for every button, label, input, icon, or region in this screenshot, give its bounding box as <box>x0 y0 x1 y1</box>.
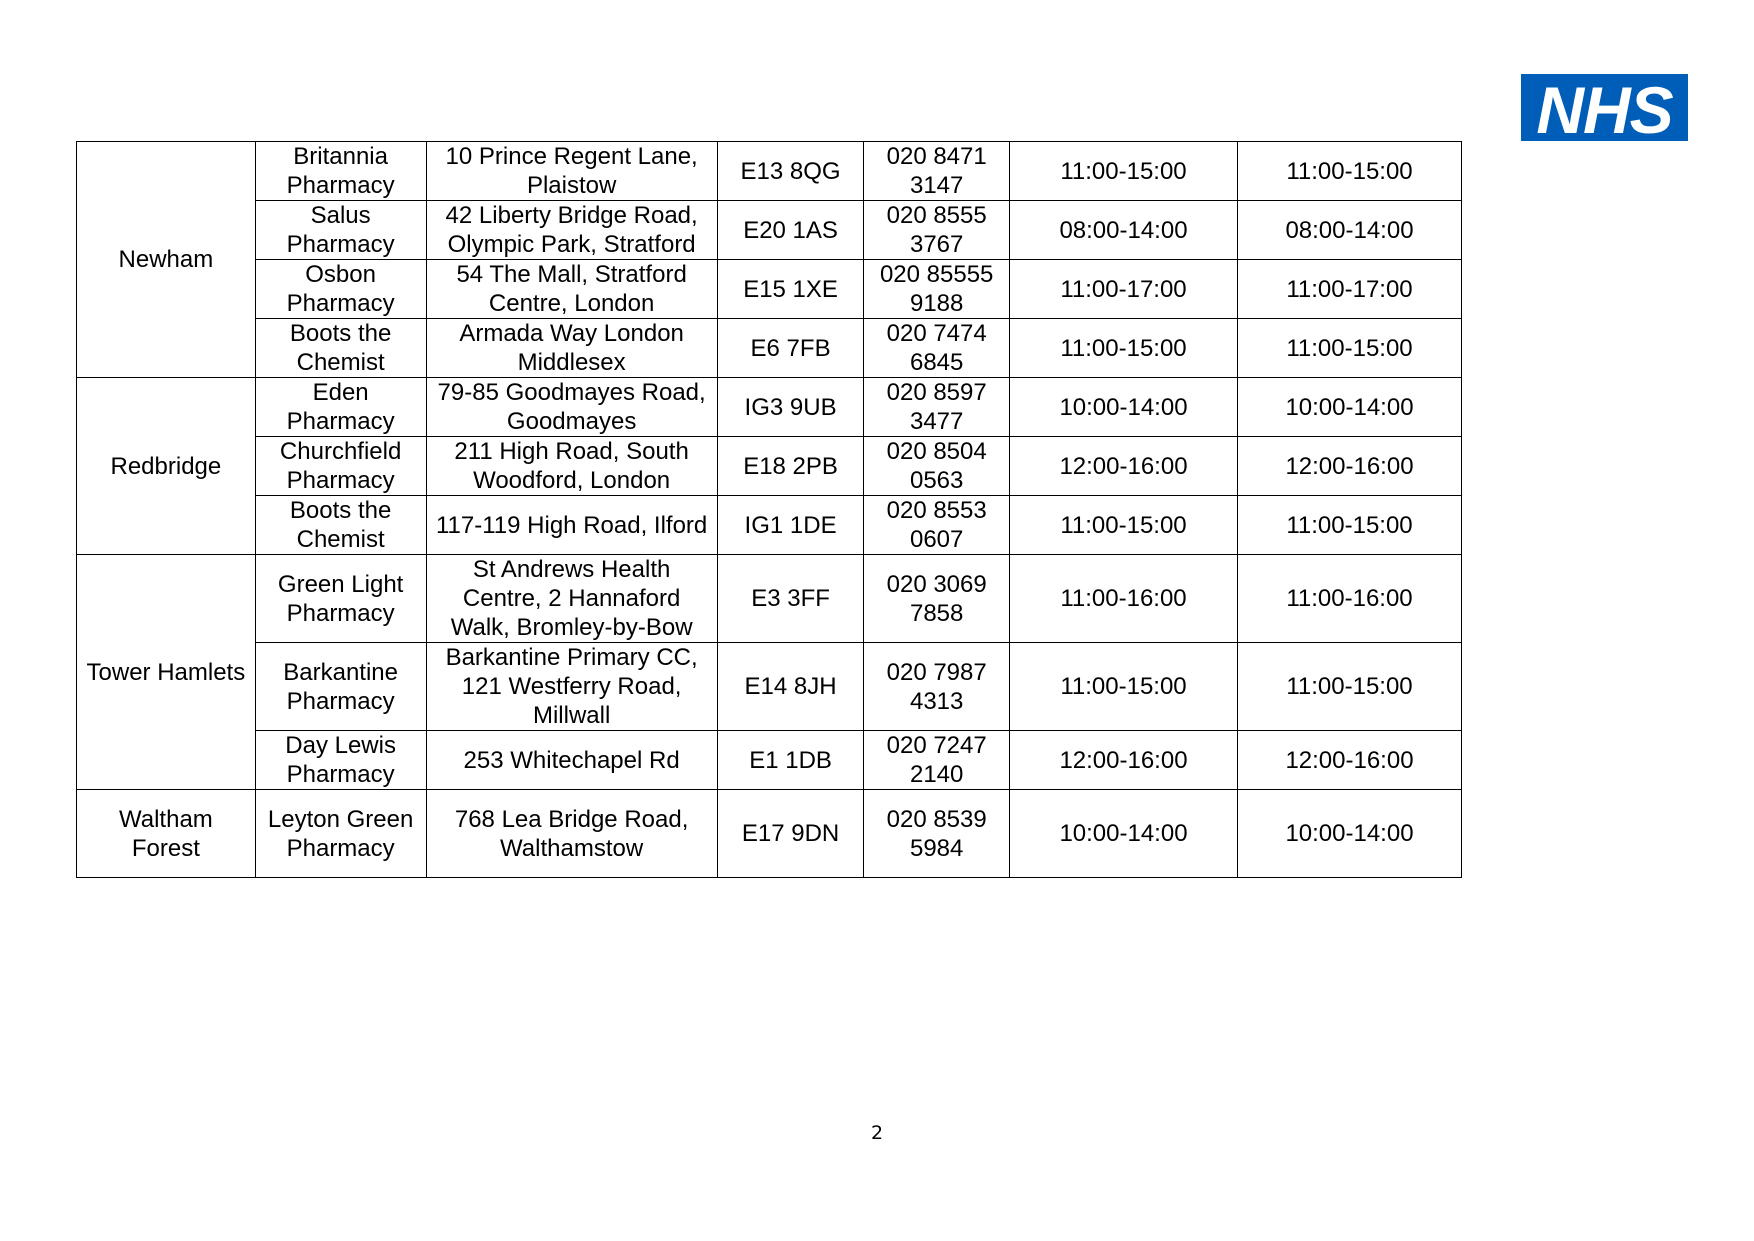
pharmacy-phone: 020 7247 2140 <box>864 731 1010 790</box>
pharmacy-name: Salus Pharmacy <box>255 201 426 260</box>
area-cell: Tower Hamlets <box>77 555 256 790</box>
table-row <box>77 319 1462 378</box>
pharmacy-name: Green Light Pharmacy <box>255 555 426 643</box>
pharmacy-address: 768 Lea Bridge Road, Walthamstow <box>426 790 717 878</box>
table-row <box>77 437 1462 496</box>
pharmacy-postcode: E14 8JH <box>717 643 864 731</box>
pharmacy-postcode: E15 1XE <box>717 260 864 319</box>
opening-hours-2: 10:00-14:00 <box>1237 378 1461 437</box>
opening-hours-2: 12:00-16:00 <box>1237 731 1461 790</box>
pharmacy-address: 253 Whitechapel Rd <box>426 731 717 790</box>
pharmacy-phone: 020 8555 3767 <box>864 201 1010 260</box>
pharmacy-postcode: IG1 1DE <box>717 496 864 555</box>
opening-hours-2: 11:00-15:00 <box>1237 142 1461 201</box>
pharmacy-postcode: E6 7FB <box>717 319 864 378</box>
pharmacy-phone: 020 85555 9188 <box>864 260 1010 319</box>
table-row <box>77 731 1462 790</box>
table-row <box>77 260 1462 319</box>
pharmacy-name: Boots the Chemist <box>255 496 426 555</box>
opening-hours-1: 11:00-17:00 <box>1010 260 1238 319</box>
nhs-logo <box>1521 72 1688 147</box>
opening-hours-1: 10:00-14:00 <box>1010 378 1238 437</box>
pharmacy-table <box>76 141 1462 878</box>
pharmacy-phone: 020 8539 5984 <box>864 790 1010 878</box>
opening-hours-1: 10:00-14:00 <box>1010 790 1238 878</box>
opening-hours-2: 11:00-17:00 <box>1237 260 1461 319</box>
opening-hours-2: 12:00-16:00 <box>1237 437 1461 496</box>
area-cell: Waltham Forest <box>77 790 256 878</box>
pharmacy-address: 54 The Mall, Stratford Centre, London <box>426 260 717 319</box>
table-row <box>77 496 1462 555</box>
pharmacy-name: Day Lewis Pharmacy <box>255 731 426 790</box>
area-cell: Newham <box>77 142 256 378</box>
opening-hours-1: 12:00-16:00 <box>1010 731 1238 790</box>
pharmacy-postcode: E3 3FF <box>717 555 864 643</box>
pharmacy-phone: 020 8504 0563 <box>864 437 1010 496</box>
opening-hours-2: 11:00-16:00 <box>1237 555 1461 643</box>
pharmacy-phone: 020 7474 6845 <box>864 319 1010 378</box>
table-row <box>77 142 1462 201</box>
pharmacy-phone: 020 3069 7858 <box>864 555 1010 643</box>
opening-hours-1: 11:00-15:00 <box>1010 643 1238 731</box>
opening-hours-1: 08:00-14:00 <box>1010 201 1238 260</box>
opening-hours-2: 08:00-14:00 <box>1237 201 1461 260</box>
opening-hours-1: 11:00-15:00 <box>1010 319 1238 378</box>
pharmacy-name: Britannia Pharmacy <box>255 142 426 201</box>
opening-hours-2: 11:00-15:00 <box>1237 496 1461 555</box>
pharmacy-postcode: IG3 9UB <box>717 378 864 437</box>
opening-hours-1: 11:00-15:00 <box>1010 142 1238 201</box>
pharmacy-address: 42 Liberty Bridge Road, Olympic Park, Stratford <box>426 201 717 260</box>
table-row <box>77 201 1462 260</box>
pharmacy-postcode: E17 9DN <box>717 790 864 878</box>
pharmacy-phone: 020 7987 4313 <box>864 643 1010 731</box>
pharmacy-phone: 020 8597 3477 <box>864 378 1010 437</box>
pharmacy-address: 79-85 Goodmayes Road, Goodmayes <box>426 378 717 437</box>
pharmacy-address: St Andrews Health Centre, 2 Hannaford Walk, Bromley-by-Bow <box>426 555 717 643</box>
table-row <box>77 378 1462 437</box>
pharmacy-postcode: E20 1AS <box>717 201 864 260</box>
opening-hours-1: 12:00-16:00 <box>1010 437 1238 496</box>
pharmacy-name: Churchfield Pharmacy <box>255 437 426 496</box>
opening-hours-2: 10:00-14:00 <box>1237 790 1461 878</box>
opening-hours-1: 11:00-16:00 <box>1010 555 1238 643</box>
table-row <box>77 643 1462 731</box>
area-cell: Redbridge <box>77 378 256 555</box>
pharmacy-name: Leyton Green Pharmacy <box>255 790 426 878</box>
pharmacy-name: Eden Pharmacy <box>255 378 426 437</box>
pharmacy-address: 10 Prince Regent Lane, Plaistow <box>426 142 717 201</box>
page-number: 2 <box>870 1122 884 1144</box>
table-row <box>77 790 1462 878</box>
pharmacy-phone: 020 8471 3147 <box>864 142 1010 201</box>
table-row <box>77 555 1462 643</box>
pharmacy-address: Armada Way London Middlesex <box>426 319 717 378</box>
pharmacy-postcode: E18 2PB <box>717 437 864 496</box>
pharmacy-name: Boots the Chemist <box>255 319 426 378</box>
pharmacy-name: Osbon Pharmacy <box>255 260 426 319</box>
pharmacy-phone: 020 8553 0607 <box>864 496 1010 555</box>
nhs-logo-text: NHS <box>1536 72 1673 147</box>
opening-hours-1: 11:00-15:00 <box>1010 496 1238 555</box>
pharmacy-address: Barkantine Primary CC, 121 Westferry Road, Millwall <box>426 643 717 731</box>
opening-hours-2: 11:00-15:00 <box>1237 319 1461 378</box>
pharmacy-name: Barkantine Pharmacy <box>255 643 426 731</box>
pharmacy-address: 117-119 High Road, Ilford <box>426 496 717 555</box>
pharmacy-postcode: E1 1DB <box>717 731 864 790</box>
pharmacy-postcode: E13 8QG <box>717 142 864 201</box>
pharmacy-address: 211 High Road, South Woodford, London <box>426 437 717 496</box>
opening-hours-2: 11:00-15:00 <box>1237 643 1461 731</box>
